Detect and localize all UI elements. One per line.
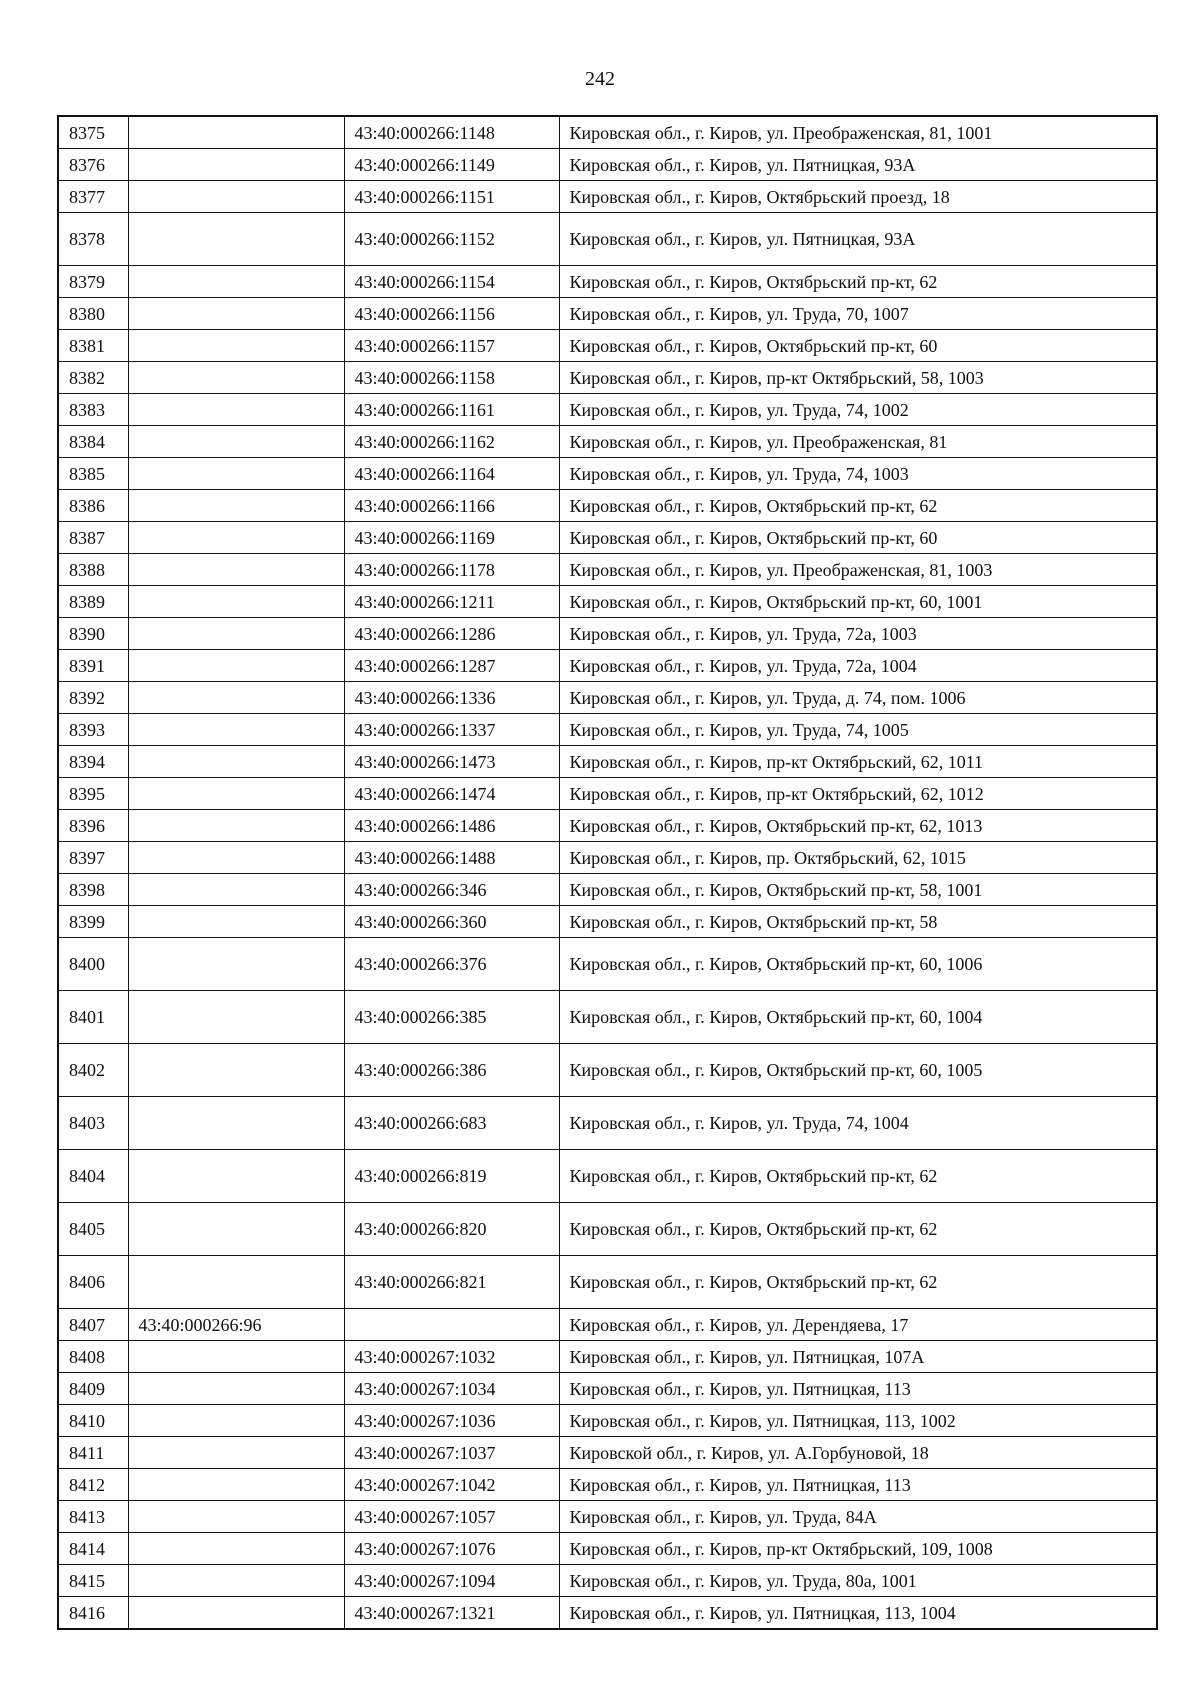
cadastral-land-cell [128,458,344,490]
table-row [58,116,1157,149]
cadastral-premises-cell: 43:40:000266:1488 [344,842,559,874]
table-row [58,458,1157,490]
cadastral-premises-cell: 43:40:000267:1042 [344,1469,559,1501]
row-number-cell: 8385 [58,458,128,490]
registry-table-body [58,116,1157,1629]
row-number-cell: 8402 [58,1044,128,1097]
cadastral-premises-cell: 43:40:000266:1154 [344,266,559,298]
cadastral-premises-cell: 43:40:000267:1094 [344,1565,559,1597]
cadastral-land-cell [128,906,344,938]
row-number-cell: 8387 [58,522,128,554]
row-number-cell: 8381 [58,330,128,362]
row-number-cell: 8407 [58,1309,128,1341]
cadastral-land-cell [128,991,344,1044]
table-row [58,149,1157,181]
cadastral-premises-cell: 43:40:000266:346 [344,874,559,906]
table-row [58,1565,1157,1597]
row-number-cell: 8409 [58,1373,128,1405]
address-cell: Кировская обл., г. Киров, Октябрьский пр-кт, 62 [559,1203,1157,1256]
cadastral-premises-cell: 43:40:000267:1057 [344,1501,559,1533]
table-row [58,490,1157,522]
address-cell: Кировская обл., г. Киров, ул. Пятницкая, 113 [559,1373,1157,1405]
cadastral-land-cell [128,810,344,842]
address-cell: Кировская обл., г. Киров, Октябрьский пр-кт, 58, 1001 [559,874,1157,906]
cadastral-premises-cell: 43:40:000266:1169 [344,522,559,554]
address-cell: Кировская обл., г. Киров, Октябрьский пр-кт, 62 [559,1150,1157,1203]
cadastral-premises-cell: 43:40:000266:1211 [344,586,559,618]
cadastral-premises-cell: 43:40:000266:1151 [344,181,559,213]
row-number-cell: 8416 [58,1597,128,1630]
table-row [58,1203,1157,1256]
row-number-cell: 8400 [58,938,128,991]
address-cell: Кировская обл., г. Киров, пр. Октябрьский, 62, 1015 [559,842,1157,874]
row-number-cell: 8388 [58,554,128,586]
cadastral-premises-cell: 43:40:000266:683 [344,1097,559,1150]
cadastral-premises-cell: 43:40:000266:385 [344,991,559,1044]
cadastral-premises-cell: 43:40:000266:1486 [344,810,559,842]
cadastral-land-cell [128,1533,344,1565]
row-number-cell: 8404 [58,1150,128,1203]
cadastral-premises-cell: 43:40:000266:821 [344,1256,559,1309]
cadastral-land-cell [128,1469,344,1501]
address-cell: Кировская обл., г. Киров, Октябрьский пр-кт, 58 [559,906,1157,938]
cadastral-land-cell [128,362,344,394]
table-row [58,906,1157,938]
cadastral-premises-cell: 43:40:000266:1158 [344,362,559,394]
row-number-cell: 8376 [58,149,128,181]
cadastral-premises-cell: 43:40:000266:360 [344,906,559,938]
cadastral-land-cell [128,394,344,426]
table-row [58,1373,1157,1405]
table-row [58,714,1157,746]
cadastral-premises-cell: 43:40:000266:1161 [344,394,559,426]
row-number-cell: 8391 [58,650,128,682]
address-cell: Кировская обл., г. Киров, ул. Дерендяева, 17 [559,1309,1157,1341]
address-cell: Кировская обл., г. Киров, ул. Пятницкая, 113 [559,1469,1157,1501]
table-row [58,778,1157,810]
cadastral-premises-cell: 43:40:000266:386 [344,1044,559,1097]
table-row [58,330,1157,362]
cadastral-land-cell [128,522,344,554]
cadastral-land-cell [128,714,344,746]
cadastral-land-cell [128,1150,344,1203]
address-cell: Кировская обл., г. Киров, ул. Преображенская, 81 [559,426,1157,458]
address-cell: Кировская обл., г. Киров, ул. Труда, д. 74, пом. 1006 [559,682,1157,714]
cadastral-land-cell [128,1097,344,1150]
address-cell: Кировская обл., г. Киров, Октябрьский пр-кт, 62 [559,490,1157,522]
table-row [58,746,1157,778]
cadastral-land-cell [128,181,344,213]
row-number-cell: 8389 [58,586,128,618]
address-cell: Кировская обл., г. Киров, ул. Пятницкая, 93А [559,213,1157,266]
cadastral-land-cell [128,1565,344,1597]
address-cell: Кировская обл., г. Киров, ул. Пятницкая, 113, 1002 [559,1405,1157,1437]
address-cell: Кировская обл., г. Киров, Октябрьский пр-кт, 62 [559,266,1157,298]
row-number-cell: 8395 [58,778,128,810]
cadastral-land-cell [128,213,344,266]
cadastral-premises-cell: 43:40:000266:1157 [344,330,559,362]
cadastral-land-cell [128,1501,344,1533]
table-row [58,682,1157,714]
table-row [58,650,1157,682]
table-row [58,1309,1157,1341]
row-number-cell: 8413 [58,1501,128,1533]
cadastral-land-cell [128,1341,344,1373]
cadastral-premises-cell: 43:40:000266:1287 [344,650,559,682]
table-row [58,1501,1157,1533]
address-cell: Кировская обл., г. Киров, ул. Труда, 74, 1005 [559,714,1157,746]
cadastral-premises-cell [344,1309,559,1341]
cadastral-premises-cell: 43:40:000266:1166 [344,490,559,522]
cadastral-premises-cell: 43:40:000266:376 [344,938,559,991]
row-number-cell: 8406 [58,1256,128,1309]
row-number-cell: 8383 [58,394,128,426]
table-row [58,1256,1157,1309]
cadastral-land-cell [128,149,344,181]
table-row [58,554,1157,586]
cadastral-land-cell [128,938,344,991]
cadastral-premises-cell: 43:40:000266:1148 [344,116,559,149]
cadastral-land-cell [128,778,344,810]
table-row [58,586,1157,618]
table-row [58,394,1157,426]
address-cell: Кировская обл., г. Киров, ул. Труда, 72а, 1003 [559,618,1157,650]
address-cell: Кировская обл., г. Киров, ул. Преображенская, 81, 1001 [559,116,1157,149]
cadastral-land-cell [128,298,344,330]
table-row [58,1097,1157,1150]
table-row [58,618,1157,650]
table-row [58,522,1157,554]
cadastral-land-cell: 43:40:000266:96 [128,1309,344,1341]
address-cell: Кировская обл., г. Киров, ул. Пятницкая, 113, 1004 [559,1597,1157,1630]
cadastral-land-cell [128,116,344,149]
cadastral-premises-cell: 43:40:000266:1336 [344,682,559,714]
cadastral-premises-cell: 43:40:000267:1037 [344,1437,559,1469]
cadastral-land-cell [128,842,344,874]
row-number-cell: 8403 [58,1097,128,1150]
table-row [58,362,1157,394]
cadastral-land-cell [128,490,344,522]
address-cell: Кировская обл., г. Киров, ул. Труда, 70, 1007 [559,298,1157,330]
cadastral-premises-cell: 43:40:000266:1337 [344,714,559,746]
table-row [58,1437,1157,1469]
cadastral-land-cell [128,330,344,362]
address-cell: Кировская обл., г. Киров, Октябрьский пр-кт, 60 [559,522,1157,554]
row-number-cell: 8399 [58,906,128,938]
table-row [58,426,1157,458]
page-number: 242 [585,68,615,90]
cadastral-land-cell [128,554,344,586]
cadastral-premises-cell: 43:40:000266:1162 [344,426,559,458]
address-cell: Кировская обл., г. Киров, ул. Труда, 80а, 1001 [559,1565,1157,1597]
cadastral-premises-cell: 43:40:000266:1473 [344,746,559,778]
table-row [58,181,1157,213]
row-number-cell: 8379 [58,266,128,298]
address-cell: Кировская обл., г. Киров, ул. Пятницкая, 107А [559,1341,1157,1373]
cadastral-premises-cell: 43:40:000266:1286 [344,618,559,650]
cadastral-premises-cell: 43:40:000266:1474 [344,778,559,810]
cadastral-land-cell [128,1044,344,1097]
row-number-cell: 8414 [58,1533,128,1565]
cadastral-premises-cell: 43:40:000267:1076 [344,1533,559,1565]
row-number-cell: 8386 [58,490,128,522]
cadastral-land-cell [128,874,344,906]
row-number-cell: 8392 [58,682,128,714]
row-number-cell: 8396 [58,810,128,842]
cadastral-land-cell [128,1256,344,1309]
row-number-cell: 8410 [58,1405,128,1437]
row-number-cell: 8408 [58,1341,128,1373]
address-cell: Кировская обл., г. Киров, ул. Преображенская, 81, 1003 [559,554,1157,586]
table-row [58,298,1157,330]
cadastral-land-cell [128,682,344,714]
address-cell: Кировская обл., г. Киров, Октябрьский пр-кт, 60 [559,330,1157,362]
address-cell: Кировской обл., г. Киров, ул. А.Горбуновой, 18 [559,1437,1157,1469]
table-row [58,991,1157,1044]
row-number-cell: 8405 [58,1203,128,1256]
address-cell: Кировская обл., г. Киров, ул. Труда, 74, 1004 [559,1097,1157,1150]
table-row [58,938,1157,991]
cadastral-land-cell [128,266,344,298]
row-number-cell: 8415 [58,1565,128,1597]
registry-table [57,115,1158,1630]
table-row [58,1150,1157,1203]
cadastral-land-cell [128,618,344,650]
cadastral-premises-cell: 43:40:000267:1032 [344,1341,559,1373]
address-cell: Кировская обл., г. Киров, пр-кт Октябрьский, 58, 1003 [559,362,1157,394]
table-row [58,842,1157,874]
row-number-cell: 8394 [58,746,128,778]
cadastral-premises-cell: 43:40:000266:1156 [344,298,559,330]
row-number-cell: 8377 [58,181,128,213]
cadastral-land-cell [128,1203,344,1256]
address-cell: Кировская обл., г. Киров, ул. Пятницкая, 93А [559,149,1157,181]
cadastral-land-cell [128,1597,344,1630]
cadastral-premises-cell: 43:40:000266:1149 [344,149,559,181]
row-number-cell: 8398 [58,874,128,906]
cadastral-premises-cell: 43:40:000266:820 [344,1203,559,1256]
cadastral-premises-cell: 43:40:000266:1178 [344,554,559,586]
address-cell: Кировская обл., г. Киров, ул. Труда, 72а, 1004 [559,650,1157,682]
table-row [58,1341,1157,1373]
table-row [58,1533,1157,1565]
cadastral-land-cell [128,650,344,682]
address-cell: Кировская обл., г. Киров, пр-кт Октябрьский, 62, 1011 [559,746,1157,778]
cadastral-premises-cell: 43:40:000266:1152 [344,213,559,266]
table-row [58,810,1157,842]
address-cell: Кировская обл., г. Киров, ул. Труда, 84А [559,1501,1157,1533]
row-number-cell: 8411 [58,1437,128,1469]
address-cell: Кировская обл., г. Киров, ул. Труда, 74, 1003 [559,458,1157,490]
address-cell: Кировская обл., г. Киров, Октябрьский проезд, 18 [559,181,1157,213]
table-row [58,874,1157,906]
row-number-cell: 8401 [58,991,128,1044]
cadastral-premises-cell: 43:40:000267:1036 [344,1405,559,1437]
row-number-cell: 8375 [58,116,128,149]
cadastral-land-cell [128,746,344,778]
address-cell: Кировская обл., г. Киров, Октябрьский пр-кт, 60, 1006 [559,938,1157,991]
table-row [58,1597,1157,1630]
address-cell: Кировская обл., г. Киров, Октябрьский пр-кт, 62 [559,1256,1157,1309]
address-cell: Кировская обл., г. Киров, ул. Труда, 74, 1002 [559,394,1157,426]
cadastral-premises-cell: 43:40:000267:1321 [344,1597,559,1630]
cadastral-premises-cell: 43:40:000266:819 [344,1150,559,1203]
address-cell: Кировская обл., г. Киров, Октябрьский пр-кт, 62, 1013 [559,810,1157,842]
row-number-cell: 8384 [58,426,128,458]
row-number-cell: 8380 [58,298,128,330]
row-number-cell: 8390 [58,618,128,650]
row-number-cell: 8412 [58,1469,128,1501]
row-number-cell: 8382 [58,362,128,394]
cadastral-land-cell [128,586,344,618]
cadastral-premises-cell: 43:40:000266:1164 [344,458,559,490]
address-cell: Кировская обл., г. Киров, Октябрьский пр-кт, 60, 1005 [559,1044,1157,1097]
cadastral-land-cell [128,1405,344,1437]
address-cell: Кировская обл., г. Киров, Октябрьский пр-кт, 60, 1004 [559,991,1157,1044]
cadastral-premises-cell: 43:40:000267:1034 [344,1373,559,1405]
address-cell: Кировская обл., г. Киров, пр-кт Октябрьский, 62, 1012 [559,778,1157,810]
table-row [58,1405,1157,1437]
cadastral-land-cell [128,1437,344,1469]
address-cell: Кировская обл., г. Киров, пр-кт Октябрьский, 109, 1008 [559,1533,1157,1565]
table-row [58,1469,1157,1501]
cadastral-land-cell [128,1373,344,1405]
row-number-cell: 8397 [58,842,128,874]
row-number-cell: 8393 [58,714,128,746]
row-number-cell: 8378 [58,213,128,266]
table-row [58,266,1157,298]
address-cell: Кировская обл., г. Киров, Октябрьский пр-кт, 60, 1001 [559,586,1157,618]
table-row [58,1044,1157,1097]
cadastral-land-cell [128,426,344,458]
table-row [58,213,1157,266]
